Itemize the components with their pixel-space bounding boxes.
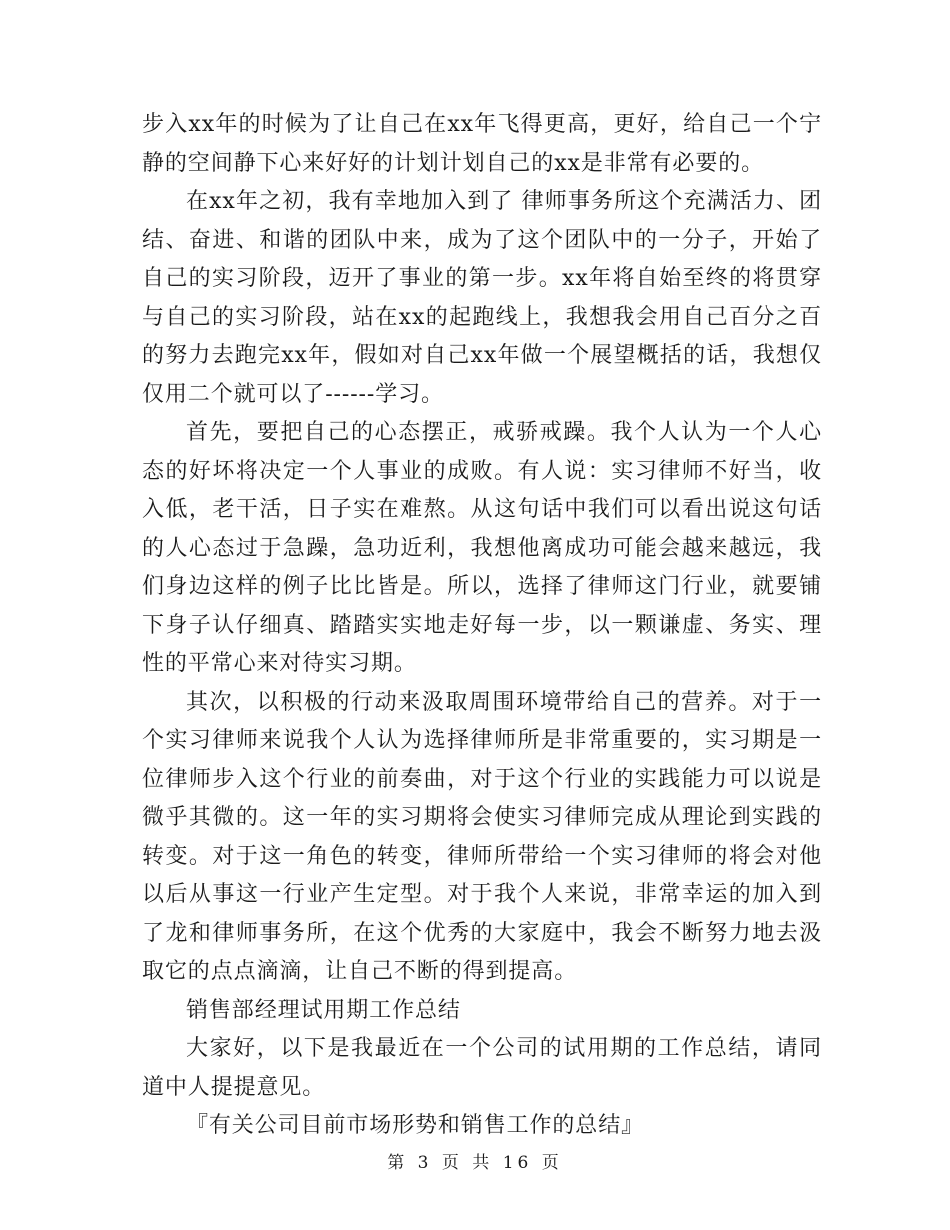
document-body [142, 106, 822, 1146]
paragraph-opening: 步入xx年的时候为了让自己在xx年飞得更高，更好，给自己一个宁静的空间静下心来好好的计划计划自己的xx是非常有必要的。 [142, 112, 822, 176]
page-number-footer: 第 3 页 共 16 页 [387, 1153, 563, 1173]
section-title: 销售部经理试用期工作总结 [186, 997, 461, 1023]
paragraph-active-learning: 其次，以积极的行动来汲取周围环境带给自己的营养。对于一个实习律师来说我个人认为选择律师所是非常重要的，实习期是一位律师步入这个行业的前奏曲，对于这个行业的实践能力可以说是微乎其微的。这一年的实习期将会使实习律师完成从理论到实践的转变。对于这一角色的转变，律师所带给一个实习律师的将会对他以后从事这一行业产生定型。对于我个人来说，非常幸运的加入到了龙和律师事务所，在这个优秀的大家庭中，我会不断努力地去汲取它的点点滴滴，让自己不断的得到提高。 [142, 689, 822, 984]
section-subtitle: 『有关公司目前市场形势和销售工作的总结』 [186, 1113, 645, 1138]
paragraph-joining-firm: 在xx年之初，我有幸地加入到了 律师事务所这个充满活力、团结、奋进、和谐的团队中来，成为了这个团队中的一分子，开始了自己的实习阶段，迈开了事业的第一步。xx年将自始至终的将贯穿与自己的实习阶段，站在xx的起跑线上，我想我会用自己百分之百的努力去跑完xx年，假如对自己xx年做一个展望概括的话，我想仅仅用二个就可以了------学习。 [142, 189, 822, 407]
paragraph-intro: 大家好，以下是我最近在一个公司的试用期的工作总结，请同道中人提提意见。 [142, 1036, 822, 1100]
paragraph-mindset: 首先，要把自己的心态摆正，戒骄戒躁。我个人认为一个人心态的好坏将决定一个人事业的成败。有人说：实习律师不好当，收入低，老干活，日子实在难熬。从这句话中我们可以看出说这句话的人心态过于急躁，急功近利，我想他离成功可能会越来越远，我们身边这样的例子比比皆是。所以，选择了律师这门行业，就要铺下身子认仔细真、踏踏实实地走好每一步，以一颗谦虚、务实、理性的平常心来对待实习期。 [142, 420, 822, 676]
